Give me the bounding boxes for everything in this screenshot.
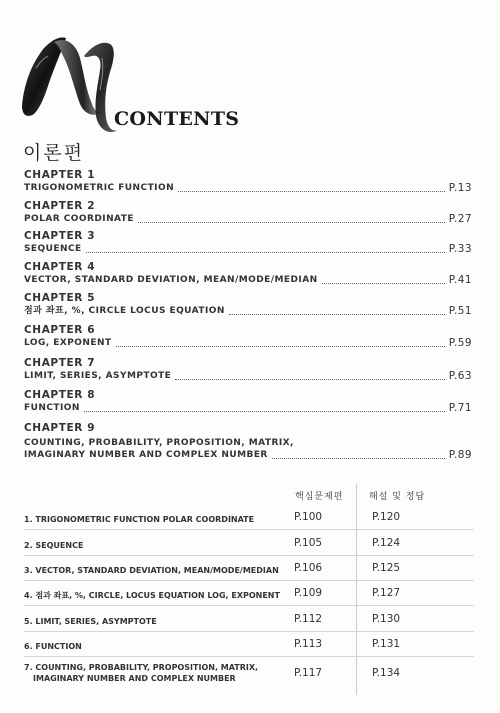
- dot-leader: [178, 191, 445, 192]
- chapter-entry: [24, 388, 472, 415]
- chapter-number: CHAPTER 2: [24, 200, 96, 212]
- chapter-number: CHAPTER 5: [24, 292, 96, 304]
- row-label: 7. COUNTING, PROBABILITY, PROPOSITION, MATRIX,: [24, 663, 259, 672]
- problem-page: P.117: [294, 667, 323, 679]
- chapter-entry: [24, 199, 472, 226]
- answer-page: P.127: [372, 587, 401, 599]
- answer-page: P.124: [372, 537, 401, 549]
- column-divider: [356, 484, 357, 695]
- contents-title: CONTENTS: [114, 108, 240, 130]
- problem-page: P.112: [294, 613, 323, 625]
- row-label: 1. TRIGONOMETRIC FUNCTION POLAR COORDINATE: [24, 515, 255, 524]
- chapter-page: P.27: [448, 213, 472, 225]
- chapter-number: CHAPTER 9: [24, 422, 96, 434]
- chapter-page: P.33: [448, 243, 472, 255]
- chapter-entry: [24, 291, 472, 318]
- chapter-title-line1: COUNTING, PROBABILITY, PROPOSITION, MATRIX,: [24, 438, 294, 448]
- row-divider: [24, 555, 474, 556]
- chapter-entry: [24, 168, 472, 195]
- chapter-title: LOG, EXPONENT: [24, 338, 112, 348]
- dot-leader: [272, 458, 445, 459]
- answer-page: P.125: [372, 562, 401, 574]
- chapter-page: P.89: [448, 449, 472, 461]
- chapter-title: TRIGONOMETRIC FUNCTION: [24, 183, 175, 193]
- chapter-page: P.71: [448, 402, 472, 414]
- dot-leader: [138, 222, 445, 223]
- chapter-entry: [24, 260, 472, 287]
- chapter-entry: [24, 323, 472, 350]
- answer-page: P.134: [372, 667, 401, 679]
- chapter-entry: [24, 356, 472, 383]
- row-divider: [24, 656, 474, 657]
- chapter-page: P.59: [448, 337, 472, 349]
- chapter-entry: [24, 229, 472, 256]
- chapter-number: CHAPTER 3: [24, 230, 96, 242]
- chapter-entry: [24, 421, 472, 462]
- dot-leader: [322, 283, 445, 284]
- chapter-number: CHAPTER 8: [24, 389, 96, 401]
- problem-page: P.105: [294, 537, 323, 549]
- row-label: 2. SEQUENCE: [24, 541, 84, 550]
- row-label: 6. FUNCTION: [24, 642, 82, 651]
- row-label: 3. VECTOR, STANDARD DEVIATION, MEAN/MODE/MEDIAN: [24, 566, 279, 575]
- chapter-title: POLAR COORDINATE: [24, 214, 134, 224]
- answer-page: P.130: [372, 613, 401, 625]
- problem-page: P.109: [294, 587, 323, 599]
- dot-leader: [84, 411, 445, 412]
- chapter-number: CHAPTER 1: [24, 169, 96, 181]
- chapter-page: P.13: [448, 182, 472, 194]
- chapter-page: P.41: [448, 274, 472, 286]
- chapter-number: CHAPTER 6: [24, 324, 96, 336]
- theory-section-title: 이론편: [23, 142, 85, 164]
- problem-page: P.100: [294, 511, 323, 523]
- row-divider: [24, 529, 474, 530]
- dot-leader: [116, 346, 445, 347]
- dot-leader: [229, 314, 445, 315]
- chapter-number: CHAPTER 7: [24, 357, 96, 369]
- row-divider: [24, 631, 474, 632]
- chapter-title: VECTOR, STANDARD DEVIATION, MEAN/MODE/MEDIAN: [24, 275, 318, 285]
- dot-leader: [86, 252, 445, 253]
- chapter-title: 점과 좌표, %, CIRCLE LOCUS EQUATION: [24, 306, 225, 316]
- row-label-line2: IMAGINARY NUMBER AND COMPLEX NUMBER: [33, 674, 236, 683]
- chapter-title: LIMIT, SERIES, ASYMPTOTE: [24, 371, 172, 381]
- problems-column-header: 핵심문제편: [295, 492, 344, 502]
- answers-column-header: 해설 및 정답: [369, 492, 426, 502]
- row-divider: [24, 580, 474, 581]
- chapter-title: IMAGINARY NUMBER AND COMPLEX NUMBER: [24, 450, 268, 460]
- chapter-page: P.51: [448, 305, 472, 317]
- answer-page: P.131: [372, 638, 401, 650]
- problem-page: P.113: [294, 638, 323, 650]
- chapter-page: P.63: [448, 370, 472, 382]
- problem-page: P.106: [294, 562, 323, 574]
- row-label: 4. 점과 좌표, %, CIRCLE, LOCUS EQUATION LOG, EXPONENT: [24, 591, 280, 600]
- row-label: 5. LIMIT, SERIES, ASYMPTOTE: [24, 617, 157, 626]
- chapter-title: SEQUENCE: [24, 244, 82, 254]
- chapter-title: FUNCTION: [24, 403, 80, 413]
- chapter-number: CHAPTER 4: [24, 261, 96, 273]
- answer-page: P.120: [372, 511, 401, 523]
- dot-leader: [175, 379, 445, 380]
- row-divider: [24, 605, 474, 606]
